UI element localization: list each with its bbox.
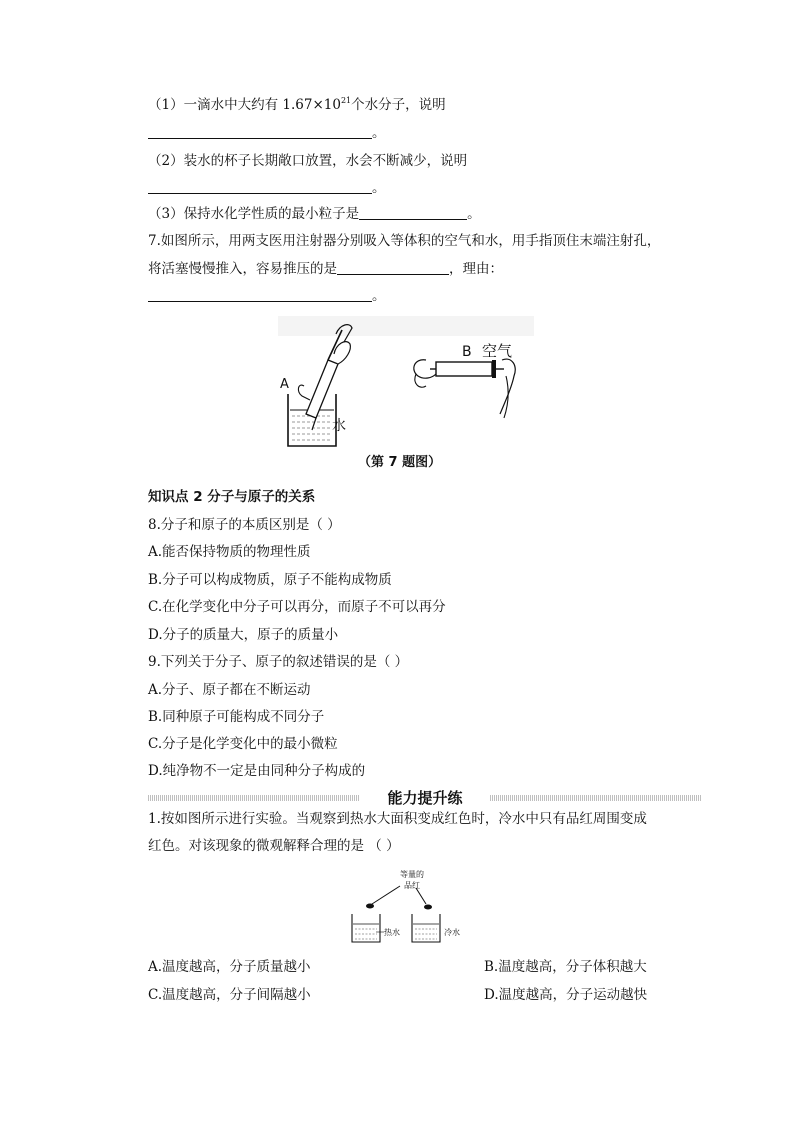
label-hot-water: 热水 xyxy=(384,928,400,937)
q6-sub1-after: 个水分子，说明 xyxy=(351,97,446,113)
q9-option-d[interactable]: D.纯净物不一定是由同种分子构成的 xyxy=(148,763,366,779)
q7-figure-caption: （第 7 题图） xyxy=(358,455,442,470)
p1-option-d[interactable]: D.温度越高，分子运动越快 xyxy=(484,987,648,1003)
spoon-left-icon xyxy=(366,886,400,909)
q6-sub2-text: （2）装水的杯子长期敞口放置，水会不断减少，说明 xyxy=(148,153,468,169)
period: 。 xyxy=(372,125,386,141)
q7-line2-text-b: ，理由： xyxy=(449,261,503,277)
q7-blank-reason[interactable] xyxy=(148,287,372,302)
q6-sub1-answer-line xyxy=(148,124,386,142)
q6-sub3-blank[interactable] xyxy=(359,205,467,220)
q7-line2 xyxy=(148,260,503,278)
q7-blank-choice[interactable] xyxy=(337,260,449,275)
q6-sub2-blank[interactable] xyxy=(148,179,372,194)
q7-line1 xyxy=(148,232,660,250)
q8-option-a[interactable]: A.能否保持物质的物理性质 xyxy=(148,544,311,560)
label-pinghong: 品红 xyxy=(404,881,420,890)
q7-line2-text-a: 将活塞慢慢推入，容易推压的是 xyxy=(148,261,337,277)
section-banner xyxy=(148,789,702,807)
q6-sub1-exponent: 21 xyxy=(340,96,352,105)
label-cold-water: 冷水 xyxy=(444,928,460,937)
q7-line1-text: 7.如图所示，用两支医用注射器分别吸入等体积的空气和水，用手指顶住末端注射孔， xyxy=(148,233,661,249)
spoon-right-icon xyxy=(416,888,432,910)
q7-answer-line xyxy=(148,287,386,305)
q6-sub3-text: （3）保持水化学性质的最小粒子是 xyxy=(148,206,360,222)
q6-sub2-answer-line xyxy=(148,179,386,197)
q8-option-b[interactable]: B.分子可以构成物质，原子不能构成物质 xyxy=(148,572,392,588)
period: 。 xyxy=(372,180,386,196)
label-b: B xyxy=(462,344,472,360)
cold-water-beaker-icon xyxy=(412,914,440,942)
label-air: 空气 xyxy=(482,342,513,360)
label-a: A xyxy=(280,377,289,392)
p1-line1: 1.按如图所示进行实验。当观察到热水大面积变成红色时，冷水中只有品红周围变成 xyxy=(148,811,647,827)
q9-option-c[interactable]: C.分子是化学变化中的最小微粒 xyxy=(148,736,338,752)
p1-option-a[interactable]: A.温度越高，分子质量越小 xyxy=(148,959,311,975)
q6-sub3 xyxy=(148,205,481,223)
q8-option-d[interactable]: D.分子的质量大，原子的质量小 xyxy=(148,627,339,643)
q9-option-b[interactable]: B.同种原子可能构成不同分子 xyxy=(148,709,325,725)
hot-water-beaker-icon xyxy=(352,914,384,942)
p1-option-c[interactable]: C.温度越高，分子间隔越小 xyxy=(148,987,311,1003)
p1-line2: 红色。对该现象的微观解释合理的是 （ ） xyxy=(148,838,400,854)
q6-sub1 xyxy=(148,96,446,114)
q9-option-a[interactable]: A.分子、原子都在不断运动 xyxy=(148,682,311,698)
label-water: 水 xyxy=(332,418,346,434)
q8-option-c[interactable]: C.在化学变化中分子可以再分，而原子不可以再分 xyxy=(148,599,446,615)
q9-stem: 9.下列关于分子、原子的叙述错误的是（ ） xyxy=(148,654,409,670)
p1-option-b[interactable]: B.温度越高，分子体积越大 xyxy=(484,959,647,975)
q6-sub1-text: （1）一滴水中大约有 1.67×10 xyxy=(148,97,341,113)
p1-beaker-figure xyxy=(346,866,472,948)
period: 。 xyxy=(372,288,386,304)
label-equal-amount: 等量的 xyxy=(400,870,424,879)
period: 。 xyxy=(467,206,481,222)
banner-title: 能力提升练 xyxy=(387,789,463,807)
section2-title: 知识点 2 分子与原子的关系 xyxy=(148,489,316,505)
q6-sub2 xyxy=(148,152,467,170)
q7-syringe-figure xyxy=(276,314,536,474)
q8-stem: 8.分子和原子的本质区别是（ ） xyxy=(148,517,341,533)
q6-sub1-blank[interactable] xyxy=(148,124,372,139)
